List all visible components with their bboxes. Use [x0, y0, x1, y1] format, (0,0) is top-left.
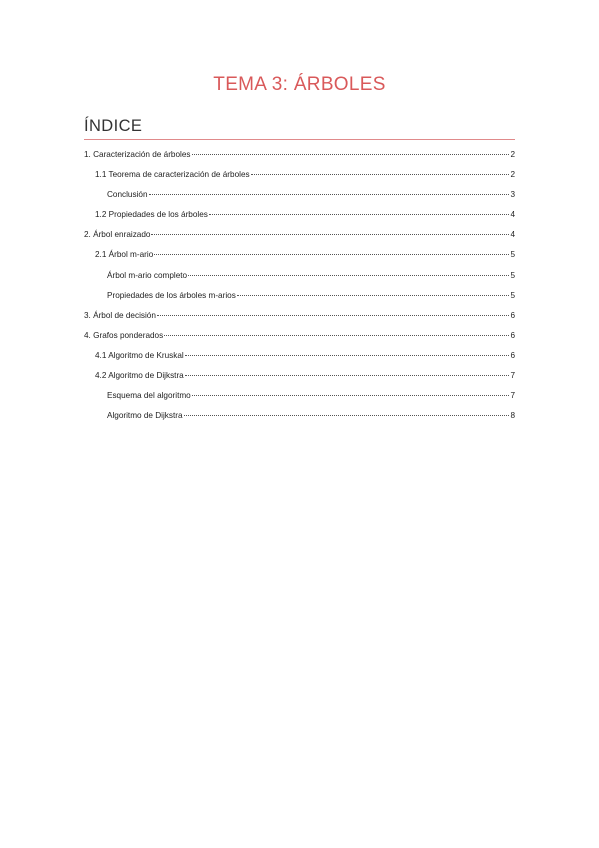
toc-page-number: 5	[510, 290, 515, 300]
toc-entry-grafos-ponderados[interactable]	[84, 326, 515, 346]
toc-dot-leader	[164, 335, 509, 336]
toc-entry-caracterizacion[interactable]	[84, 145, 515, 165]
toc-entry-text: 2.1 Árbol m-ario	[95, 250, 154, 260]
toc-entry-text: 1.1 Teorema de caracterización de árboles	[95, 170, 250, 180]
toc-entry-text: Esquema del algoritmo	[107, 391, 191, 401]
toc-entry-text: Propiedades de los árboles m-arios	[107, 290, 236, 300]
toc-dot-leader	[192, 154, 510, 155]
toc-page-number: 7	[510, 391, 515, 401]
toc-entry-algoritmo-dijkstra[interactable]	[84, 406, 515, 426]
toc-entry-text: 4. Grafos ponderados	[84, 330, 164, 340]
toc-dot-leader	[188, 275, 509, 276]
toc-entry-kruskal[interactable]	[84, 346, 515, 366]
toc-page-number: 7	[510, 371, 515, 381]
toc-dot-leader	[185, 375, 509, 376]
toc-entry-text: 2. Árbol enraizado	[84, 230, 151, 240]
toc-entry-text: 4.1 Algoritmo de Kruskal	[95, 350, 184, 360]
toc-page-number: 2	[510, 150, 515, 159]
toc-dot-leader	[185, 355, 509, 356]
toc-entry-text: Algoritmo de Dijkstra	[107, 411, 183, 421]
index-heading: ÍNDICE	[84, 117, 143, 135]
toc-page-number: 4	[510, 210, 515, 220]
toc-entry-propiedades-m-arios[interactable]	[84, 286, 515, 306]
toc-entry-text: Árbol m-ario completo	[107, 270, 188, 280]
toc-dot-leader	[149, 194, 509, 195]
toc-dot-leader	[157, 315, 509, 316]
document-title: TEMA 3: ÁRBOLES	[213, 74, 386, 95]
toc-page-number: 8	[510, 411, 515, 421]
toc-entry-arbol-m-ario[interactable]	[84, 245, 515, 265]
toc-dot-leader	[251, 174, 509, 175]
toc-dot-leader	[184, 415, 509, 416]
toc-dot-leader	[192, 395, 509, 396]
toc-entry-arbol-m-ario-completo[interactable]	[84, 266, 515, 286]
toc-page-number: 2	[510, 170, 515, 180]
toc-page-number: 5	[510, 270, 515, 280]
toc-entry-text: 1.2 Propiedades de los árboles	[95, 210, 208, 220]
toc-entry-propiedades-arboles[interactable]	[84, 205, 515, 225]
toc-entry-dijkstra-section[interactable]	[84, 366, 515, 386]
toc-entry-text: 4.2 Algoritmo de Dijkstra	[95, 371, 184, 381]
toc-entry-text: Conclusión	[107, 190, 148, 200]
toc-dot-leader	[209, 214, 509, 215]
toc-dot-leader	[154, 254, 509, 255]
toc-entry-conclusion[interactable]	[84, 185, 515, 205]
toc-page-number: 4	[510, 230, 515, 240]
toc-page-number: 5	[510, 250, 515, 260]
toc-entry-teorema[interactable]	[84, 165, 515, 185]
index-divider	[84, 139, 515, 140]
toc-page-number: 6	[510, 350, 515, 360]
table-of-contents	[84, 145, 515, 426]
toc-entry-esquema-algoritmo[interactable]	[84, 386, 515, 406]
toc-entry-arbol-decision[interactable]	[84, 306, 515, 326]
toc-page-number: 6	[510, 330, 515, 340]
toc-entry-text: 3. Árbol de decisión	[84, 310, 156, 320]
toc-page-number: 6	[510, 310, 515, 320]
toc-dot-leader	[151, 234, 509, 235]
toc-page-number: 3	[510, 190, 515, 200]
toc-dot-leader	[237, 295, 509, 296]
toc-entry-arbol-enraizado[interactable]	[84, 225, 515, 245]
toc-entry-text: 1. Caracterización de árboles	[84, 150, 191, 159]
